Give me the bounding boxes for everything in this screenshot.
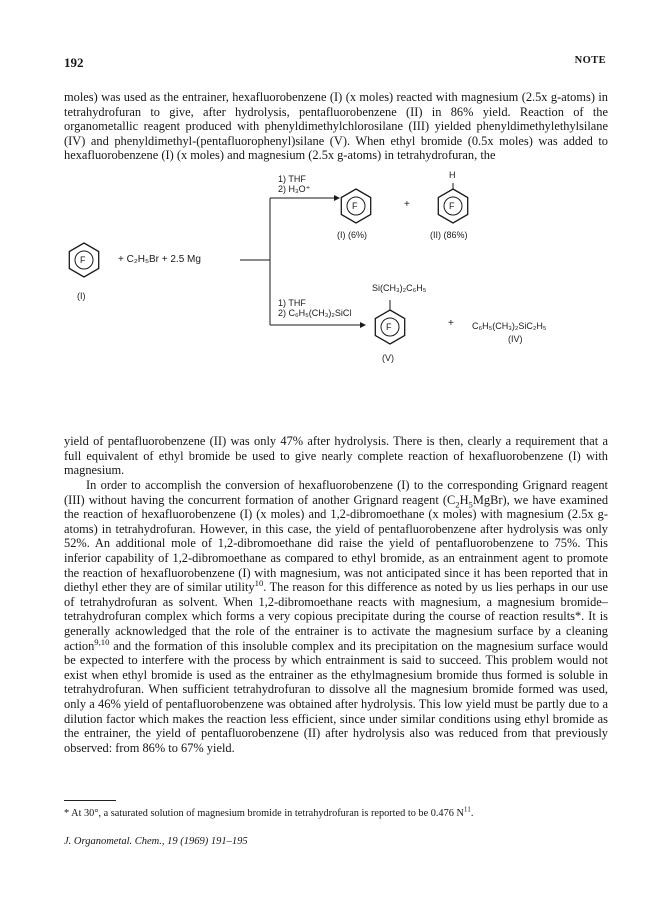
plus-upper: + [404, 199, 410, 210]
product-i-yield: (I) (6%) [337, 230, 367, 240]
lower-arrowhead [360, 322, 366, 328]
product-ii-yield: (II) (86%) [430, 230, 468, 240]
upper-step-2: 2) H₃O⁺ [278, 184, 311, 194]
plus-lower: + [448, 318, 454, 329]
ring-product-ii-label: F [449, 201, 455, 211]
ring-product-v-label: F [386, 322, 392, 332]
reaction-scheme [60, 170, 620, 425]
silyl-group-label: Si(CH₃)₂C₆H₅ [372, 283, 427, 293]
paragraph-1: moles) was used as the entrainer, hexafluorobenzene (I) (x moles) reacted with magnesium (2.5x g-atoms) in tetrahydrofuran to give, after hydrolysis, pentafluorobenzene (II) in 86% yield. Reaction of the organometallic reagent produced with phenyldimethylchlorosilane (III) yielded phenyldimethylethylsilane (IV) and phenyldimethyl-(pentafluorophenyl)silane (V). When ethyl bromide (0.5x moles) was added to hexafluorobenzene (I) (x moles) and magnesium (2.5x g-atoms) in tetrahydrofuran, the [64, 90, 608, 163]
page-number: 192 [64, 55, 84, 70]
ring-product-i-label: F [352, 201, 358, 211]
section-label: NOTE [574, 55, 606, 66]
paragraph-2: yield of pentafluorobenzene (II) was only 47% after hydrolysis. There is then, clearly a requirement that a full equivalent of ethyl bromide be used to give nearly complete reaction of hexafluorobenzene (I) with magnesium. [64, 434, 608, 478]
product-iv-formula: C₆H₅(CH₃)₂SiC₂H₅ [472, 321, 547, 331]
lower-step-2: 2) C₆H₅(CH₃)₂SiCl [278, 308, 352, 318]
journal-citation: J. Organometal. Chem., 19 (1969) 191–195 [64, 836, 248, 847]
upper-step-1: 1) THF [278, 174, 306, 184]
footnote-divider [64, 800, 116, 801]
ring-start-label: F [80, 255, 86, 265]
paragraph-3: In order to accomplish the conversion of hexafluorobenzene (I) to the corresponding Grignard reagent (III) without having the concurrent formation of another Grignard reagent $(C_2H_5MgBr)$, we have examined the reaction of hexafluorobenzene (I) (x moles) and 1,2-dibromoethane (x moles) with magnesium (2.5x g-atoms) in tetrahydrofuran. However, in this case, the yield of pentafluorobenzene after hydrolysis was only 52%. An additional mole of 1,2-dibromoethane did raise the yield of pentafluorobenzene to 75%. This inferior capability of 1,2-dibromoethane as compared to ethyl bromide, as an entrainment agent to promote the reaction of hexafluorobenzene (I) with magnesium, was not anticipated since it has been reported that in diethyl ether they are of similar utility$^{10}$. The reason for this difference as noted by us lies perhaps in our use of tetrahydrofuran as solvent. When 1,2-dibromoethane reacts with magnesium, a magnesium bromide–tetrahydrofuran complex which forms a very copious precipitate during the course of reaction results*. It is generally acknowledged that the role of the entrainer is to activate the magnesium surface by a cleaning action$^{9,10}$ and the formation of this insoluble complex and its precipitation on the magnesium surface would be expected to interfere with the process by which entrainment is said to succeed. This problem would not exist when ethyl bromide is used as the entrainer as the ethylmagnesium bromide thus formed is soluble in tetrahydrofuran. When sufficient tetrahydrofuran to dissolve all the magnesium bromide formed was used, only a 46% yield of pentafluorobenzene was obtained after hydrolysis. This low yield must be partly due to a dilution factor which makes the reaction less efficient, since under similar conditions using ethyl bromide as the entrainer, the yield of pentafluorobenzene (II) after hydrolysis also was reduced from that previously observed: from 86% to 67% yield. [64, 478, 609, 755]
footnote: * At 30°, a saturated solution of magnesium bromide in tetrahydrofuran is reported to be 0.476 $N^{11}$. [64, 805, 474, 819]
hydrogen-label: H [449, 170, 456, 180]
scheme-graphics [60, 170, 620, 425]
upper-arrowhead [334, 195, 340, 201]
start-compound-label: (I) [77, 291, 86, 301]
product-iv-label: (IV) [508, 334, 523, 344]
lower-step-1: 1) THF [278, 298, 306, 308]
reagents-label: + C₂H₅Br + 2.5 Mg [118, 254, 201, 265]
product-v-label: (V) [382, 353, 394, 363]
